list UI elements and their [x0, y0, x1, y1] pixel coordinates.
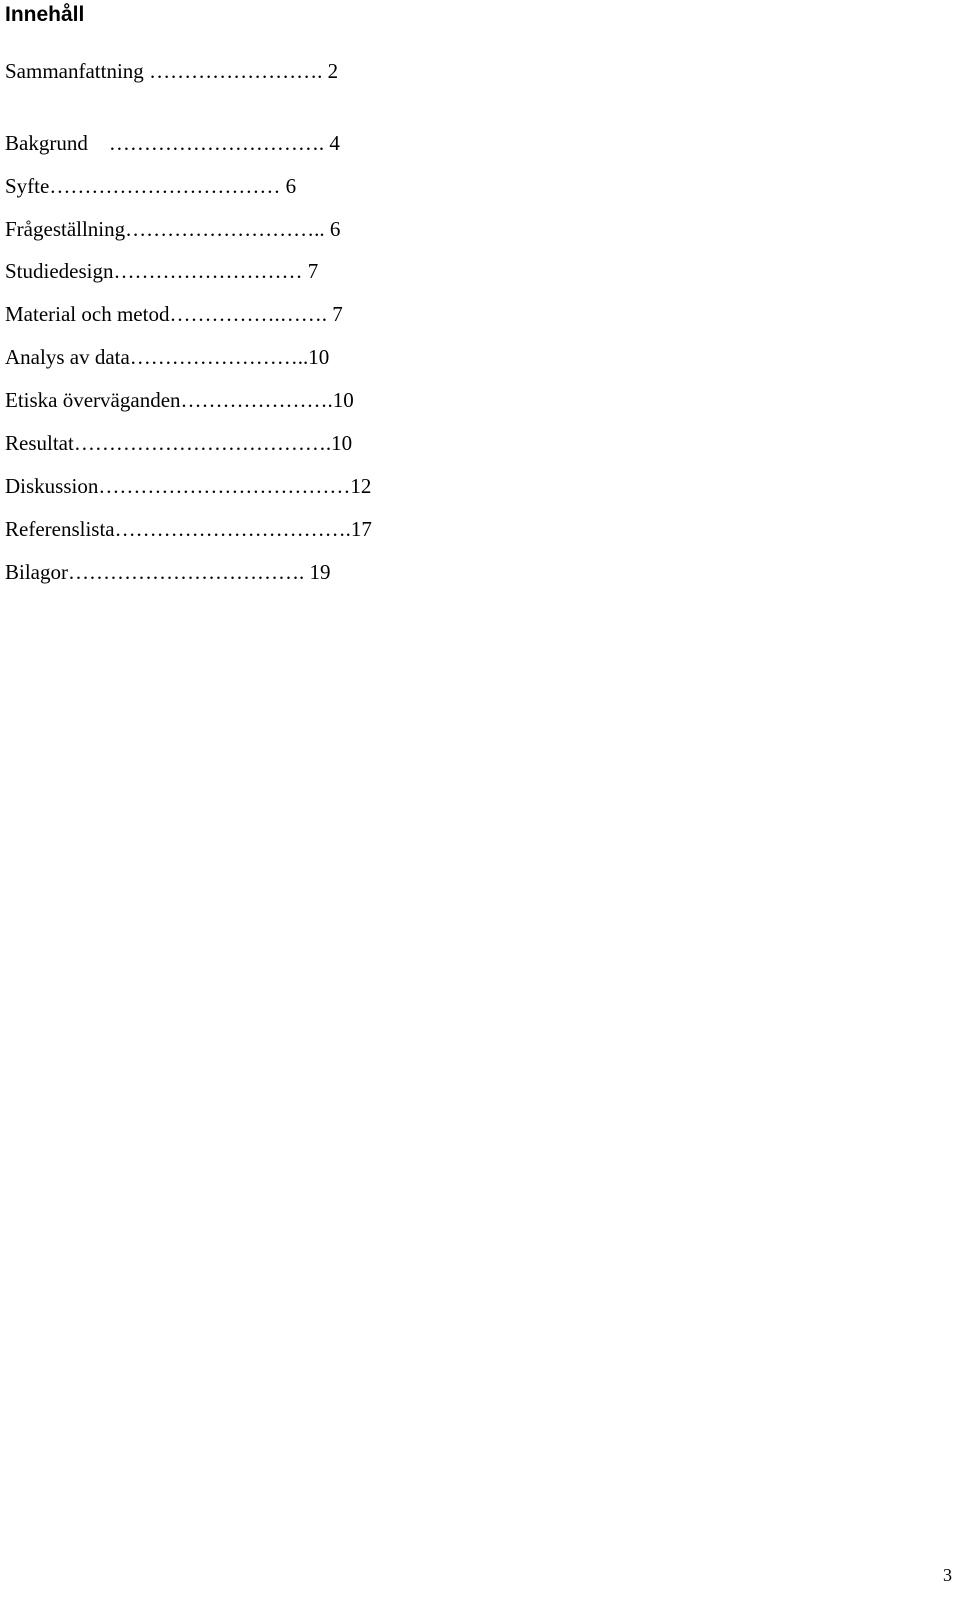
toc-entry-leader: ……………………. — [143, 59, 328, 83]
toc-entry-title: Bakgrund — [5, 131, 88, 155]
toc-entry-page: 7 — [332, 302, 343, 326]
toc-entry-fragestallning — [5, 216, 340, 242]
toc-entry-leader: ……………………… — [113, 259, 308, 283]
toc-entry-title: Diskussion — [5, 474, 99, 498]
toc-entry-bakgrund — [5, 130, 340, 156]
toc-entry-leader: …………………. — [180, 388, 333, 412]
toc-entry-etiska-overvaganden — [5, 387, 354, 413]
toc-entry-syfte — [5, 173, 296, 199]
toc-entry-leader: …………………………… — [49, 174, 286, 198]
toc-entry-title: Resultat — [5, 431, 74, 455]
toc-entry-page: 19 — [309, 560, 331, 584]
toc-entry-resultat — [5, 430, 352, 456]
toc-entry-title: Referenslista — [5, 517, 115, 541]
toc-entry-analys-av-data — [5, 344, 329, 370]
toc-entry-page: 2 — [327, 59, 339, 83]
toc-entry-leader: ……………………………. — [114, 517, 351, 541]
toc-entry-sammanfattning — [5, 58, 338, 84]
toc-entry-leader: …………………….. — [129, 345, 309, 369]
toc-entry-page: 6 — [285, 174, 297, 198]
toc-entry-referenslista — [5, 516, 372, 542]
toc-entry-leader: ……………………….. — [125, 217, 330, 241]
toc-entry-title: Studiedesign — [5, 259, 114, 283]
toc-entry-material-och-metod — [5, 301, 343, 327]
toc-entry-page: 7 — [307, 259, 319, 283]
toc-entry-page: 10 — [308, 345, 330, 369]
toc-entry-diskussion — [5, 473, 371, 499]
toc-entry-page: 10 — [331, 431, 353, 455]
toc-entry-title: Material och metod — [5, 302, 170, 326]
toc-entry-title: Syfte — [5, 174, 50, 198]
toc-entry-page: 10 — [332, 388, 354, 412]
toc-heading: Innehåll — [5, 3, 85, 26]
toc-entry-bilagor — [5, 559, 331, 585]
toc-entry-leader: …………………………. — [87, 131, 330, 155]
toc-entry-title: Analys av data — [5, 345, 130, 369]
toc-entry-leader: …………….……. — [169, 302, 333, 326]
toc-entry-page: 12 — [350, 474, 372, 498]
toc-entry-title: Sammanfattning — [5, 59, 144, 83]
toc-entry-page: 4 — [329, 131, 340, 155]
toc-entry-title: Etiska överväganden — [5, 388, 181, 412]
toc-entry-title: Frågeställning — [5, 217, 126, 241]
toc-entry-leader: ………………………………. — [73, 431, 332, 455]
toc-entry-leader: ……………………………. — [68, 560, 310, 584]
toc-entry-studiedesign — [5, 258, 318, 284]
toc-entry-page: 6 — [329, 217, 341, 241]
toc-entry-title: Bilagor — [5, 560, 68, 584]
toc-entry-leader: ……………………………… — [98, 474, 351, 498]
page-number: 3 — [943, 1565, 952, 1585]
toc-entry-page: 17 — [350, 517, 372, 541]
